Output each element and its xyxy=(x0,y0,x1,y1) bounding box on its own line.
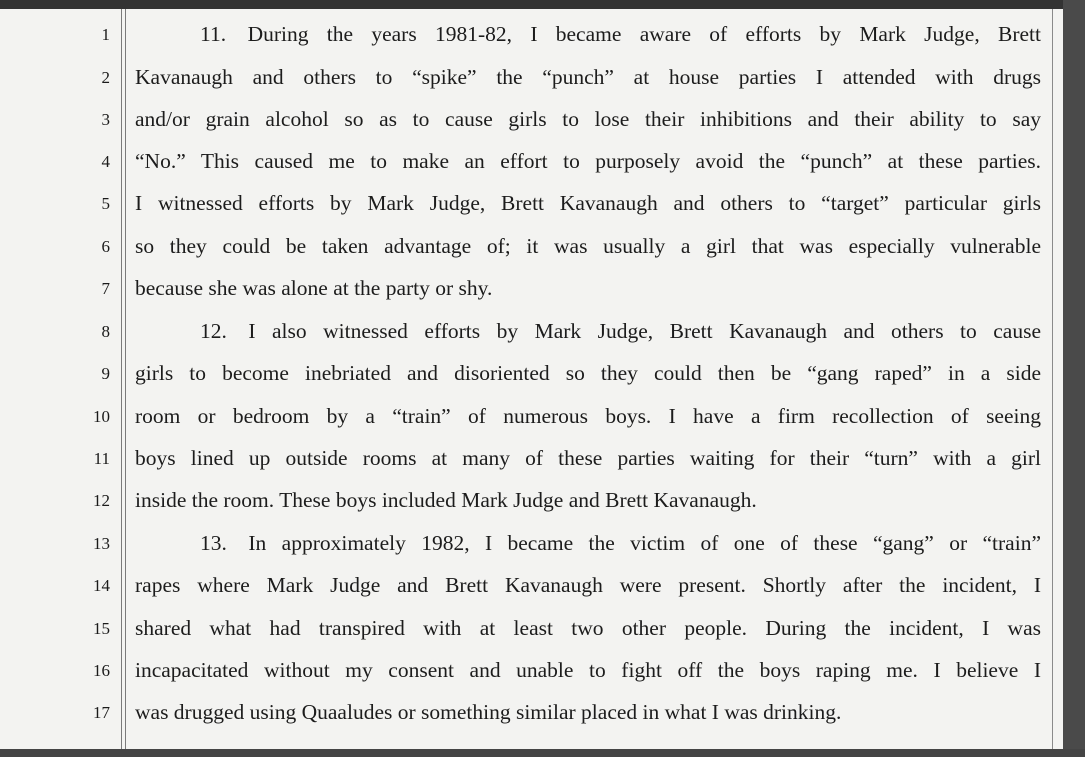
bottom-dark-border xyxy=(0,749,1085,757)
paragraph-12-line-5: inside the room. These boys included Mark Judge and Brett Kavanaugh. xyxy=(135,488,757,512)
paragraph-12-line-4: boys lined up outside rooms at many of these parties waiting for their “turn” with a girl xyxy=(135,446,1041,470)
line-number: 11 xyxy=(93,449,110,468)
paragraph-12-line-3: room or bedroom by a “train” of numerous boys. I have a firm recollection of seeing xyxy=(135,404,1041,428)
line-number: 16 xyxy=(93,661,110,680)
line-number: 6 xyxy=(101,237,110,256)
line-number: 8 xyxy=(101,322,110,341)
paragraph-11-line-7: because she was alone at the party or shy. xyxy=(135,276,493,300)
line-number: 5 xyxy=(101,194,110,213)
line-number: 15 xyxy=(93,619,110,638)
line-number: 9 xyxy=(101,364,110,383)
paragraph-12-line-2: girls to become inebriated and disoriented so they could then be “gang raped” in a side xyxy=(135,361,1041,385)
paragraph-13-line-4: incapacitated without my consent and unable to fight off the boys raping me. I believe I xyxy=(135,658,1041,682)
line-number: 2 xyxy=(101,68,110,87)
line-number: 10 xyxy=(93,407,110,426)
paragraph-13-line-2: rapes where Mark Judge and Brett Kavanaugh were present. Shortly after the incident, I xyxy=(135,573,1041,597)
paragraph-11-line-3: and/or grain alcohol so as to cause girls to lose their inhibitions and their ability to say xyxy=(135,107,1041,131)
line-number: 1 xyxy=(101,25,110,44)
line-number: 17 xyxy=(93,703,110,722)
line-number: 12 xyxy=(93,491,110,510)
paragraph-13-line-1: 13. In approximately 1982, I became the victim of one of these “gang” or “train” xyxy=(200,531,1041,555)
paragraph-13-line-3: shared what had transpired with at least two other people. During the incident, I was xyxy=(135,616,1041,640)
paragraph-12-line-1: 12. I also witnessed efforts by Mark Judge, Brett Kavanaugh and others to cause xyxy=(200,319,1041,343)
top-dark-border xyxy=(0,0,1085,9)
left-margin-rule xyxy=(121,9,122,749)
line-number: 13 xyxy=(93,534,110,553)
paragraph-11-line-4: “No.” This caused me to make an effort to purposely avoid the “punch” at these parties. xyxy=(135,149,1041,173)
right-dark-border xyxy=(1063,0,1085,757)
paragraph-13-line-5: was drugged using Quaaludes or something similar placed in what I was drinking. xyxy=(135,700,842,724)
line-number: 4 xyxy=(101,152,110,171)
left-margin-rule-inner xyxy=(125,9,126,749)
line-number: 3 xyxy=(101,110,110,129)
paragraph-11-line-2: Kavanaugh and others to “spike” the “punch” at house parties I attended with drugs xyxy=(135,65,1041,89)
paragraph-11-line-5: I witnessed efforts by Mark Judge, Brett Kavanaugh and others to “target” particular girls xyxy=(135,191,1041,215)
right-margin-rule xyxy=(1052,9,1053,749)
paragraph-11-line-6: so they could be taken advantage of; it was usually a girl that was especially vulnerable xyxy=(135,234,1041,258)
line-number: 14 xyxy=(93,576,110,595)
paragraph-11-line-1: 11. During the years 1981-82, I became aware of efforts by Mark Judge, Brett xyxy=(200,22,1041,46)
document-page xyxy=(0,9,1063,749)
line-number: 7 xyxy=(101,279,110,298)
